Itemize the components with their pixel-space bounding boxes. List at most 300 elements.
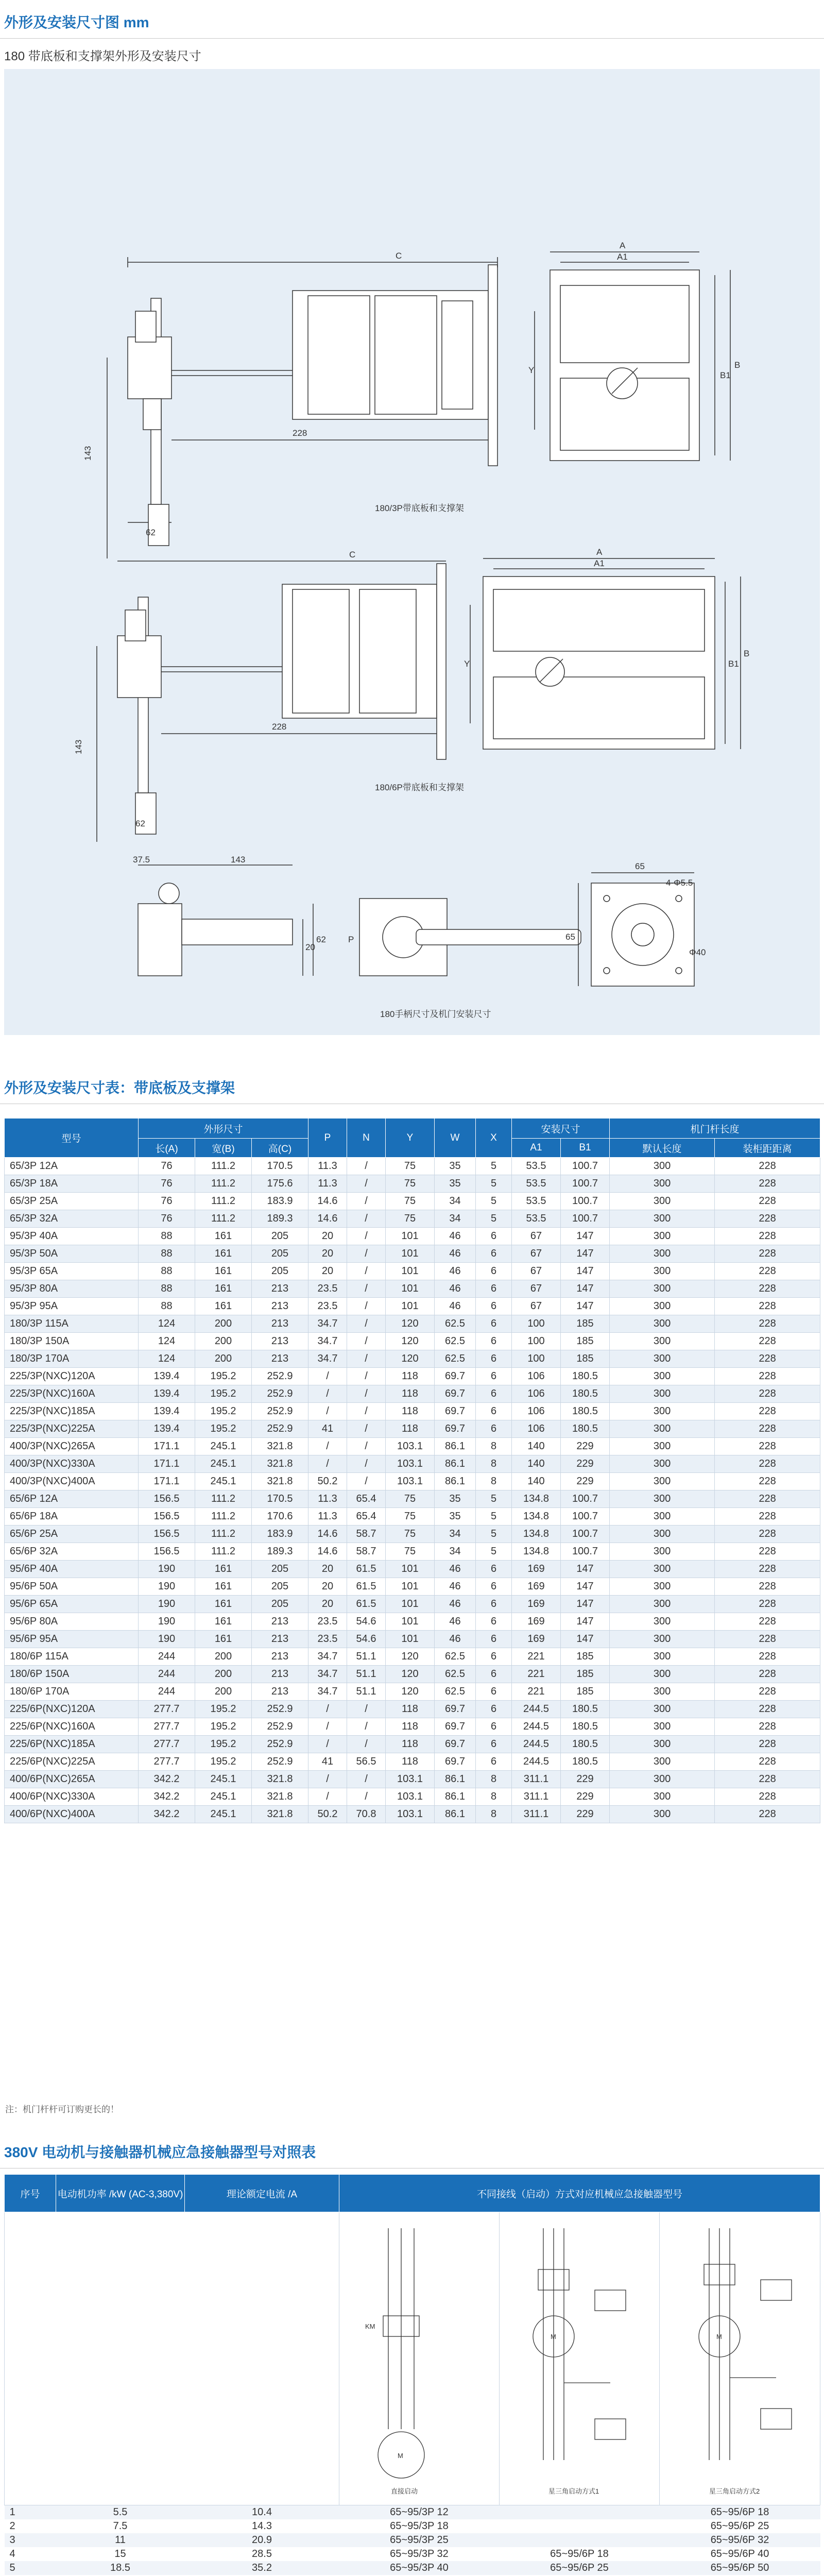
table-cell: 46	[435, 1263, 476, 1280]
table-cell: 300	[610, 1368, 715, 1385]
cell-model: 65/3P 32A	[5, 1210, 139, 1228]
table-cell: 35	[435, 1175, 476, 1193]
th-connection-types: 不同接线（启动）方式对应机械应急接触器型号	[339, 2175, 820, 2212]
table-cell: 300	[610, 1701, 715, 1718]
table-cell: 8	[476, 1806, 512, 1823]
table-cell: 50.2	[308, 1473, 347, 1490]
table-cell: 311.1	[512, 1806, 561, 1823]
cell-model: 65/6P 18A	[5, 1508, 139, 1526]
table-cell: 69.7	[435, 1753, 476, 1771]
table-cell: 300	[610, 1420, 715, 1438]
table-cell: 244.5	[512, 1736, 561, 1753]
cell-model: 65/3P 25A	[5, 1193, 139, 1210]
table-cell: 277.7	[139, 1701, 195, 1718]
table-row	[5, 2519, 820, 2533]
motor-contactor-section	[0, 2141, 824, 2573]
table-cell: 245.1	[195, 1455, 252, 1473]
table-cell: 14.6	[308, 1210, 347, 1228]
table-cell: 300	[610, 1613, 715, 1631]
table-cell: 200	[195, 1350, 252, 1368]
table-row	[5, 1438, 820, 1455]
fig1-caption: 180/3P带底板和支撑架	[375, 503, 464, 513]
table-cell: 75	[386, 1508, 435, 1526]
table-cell: 124	[139, 1315, 195, 1333]
table-cell: 134.8	[512, 1543, 561, 1561]
table-cell: 100.7	[561, 1210, 610, 1228]
cell-model: 225/3P(NXC)225A	[5, 1420, 139, 1438]
cell-model: 400/3P(NXC)330A	[5, 1455, 139, 1473]
table-cell: 6	[476, 1228, 512, 1245]
table-cell: 6	[476, 1631, 512, 1648]
table-cell: 34.7	[308, 1683, 347, 1701]
table-cell: 23.5	[308, 1631, 347, 1648]
table-cell: 103.1	[386, 1771, 435, 1788]
table-cell: 6	[476, 1420, 512, 1438]
table-cell: 6	[476, 1368, 512, 1385]
table-cell: 6	[476, 1666, 512, 1683]
table-cell: 5	[476, 1175, 512, 1193]
table-cell: 20.9	[185, 2533, 339, 2547]
table-cell: 213	[252, 1613, 308, 1631]
th-current: 理论额定电流 /A	[185, 2175, 339, 2212]
table-cell: 180.5	[561, 1385, 610, 1403]
table-cell: 171.1	[139, 1438, 195, 1455]
table-cell: 101	[386, 1298, 435, 1315]
table-cell: 75	[386, 1526, 435, 1543]
table-cell: 228	[715, 1701, 820, 1718]
table-cell: 252.9	[252, 1403, 308, 1420]
table-cell: /	[347, 1473, 386, 1490]
fig3-label-62: 62	[316, 935, 326, 944]
table-cell: 195.2	[195, 1368, 252, 1385]
table-cell: 252.9	[252, 1736, 308, 1753]
table-cell: 11	[56, 2533, 185, 2547]
table-cell: 229	[561, 1438, 610, 1455]
table-cell: 6	[476, 1753, 512, 1771]
table-cell: 161	[195, 1596, 252, 1613]
table-cell: 103.1	[386, 1806, 435, 1823]
motor-label: M	[398, 2452, 403, 2460]
table-cell: /	[347, 1403, 386, 1420]
table-cell: 35.2	[185, 2561, 339, 2575]
table-cell: 106	[512, 1368, 561, 1385]
table-cell: 34	[435, 1543, 476, 1561]
fig2-label-143: 143	[74, 739, 83, 754]
table-cell: /	[308, 1718, 347, 1736]
fig1-label-y: Y	[528, 365, 535, 375]
table-cell: 118	[386, 1403, 435, 1420]
table-cell: /	[308, 1788, 347, 1806]
table-cell: 205	[252, 1245, 308, 1263]
direct-start-diagram	[342, 2213, 496, 2501]
table-cell: 195.2	[195, 1718, 252, 1736]
table-cell: 300	[610, 1193, 715, 1210]
table-cell: 62.5	[435, 1683, 476, 1701]
table-cell: 228	[715, 1648, 820, 1666]
table-cell: 161	[195, 1631, 252, 1648]
table-row	[5, 1578, 820, 1596]
table-cell: 342.2	[139, 1788, 195, 1806]
table-row	[5, 1158, 820, 1175]
fig2-label-a: A	[596, 547, 603, 557]
table-cell: 100	[512, 1333, 561, 1350]
table-cell: 5	[476, 1193, 512, 1210]
table-cell: 88	[139, 1263, 195, 1280]
table-row	[5, 1350, 820, 1368]
table-cell: 156.5	[139, 1508, 195, 1526]
table-cell: 147	[561, 1578, 610, 1596]
table-cell: 228	[715, 1508, 820, 1526]
table-cell: 147	[561, 1631, 610, 1648]
fig1-label-62: 62	[146, 528, 156, 537]
table-cell: 229	[561, 1771, 610, 1788]
table-cell: 205	[252, 1561, 308, 1578]
table-cell: 62.5	[435, 1333, 476, 1350]
table-cell: 311.1	[512, 1771, 561, 1788]
table-cell: 245.1	[195, 1788, 252, 1806]
fig1-label-a1: A1	[617, 252, 628, 262]
table-cell: 169	[512, 1596, 561, 1613]
table-cell: 69.7	[435, 1718, 476, 1736]
table-cell: 86.1	[435, 1788, 476, 1806]
table-cell: /	[347, 1315, 386, 1333]
table-cell: 6	[476, 1736, 512, 1753]
motor-label: M	[716, 2333, 722, 2341]
table-cell: /	[347, 1333, 386, 1350]
fig2-top-view	[470, 558, 741, 749]
table-row	[5, 1473, 820, 1490]
cell-model: 400/6P(NXC)330A	[5, 1788, 139, 1806]
table-cell: 6	[476, 1385, 512, 1403]
fig3-label-65-top: 65	[635, 861, 645, 871]
table1-note: 注：机门杆杆可订购更长的！	[5, 2105, 119, 2114]
table-cell: 51.1	[347, 1648, 386, 1666]
cell-model: 180/6P 115A	[5, 1648, 139, 1666]
table-cell: 171.1	[139, 1473, 195, 1490]
table-cell: 34.7	[308, 1666, 347, 1683]
table-row	[5, 1701, 820, 1718]
table-cell: 228	[715, 1228, 820, 1245]
table-cell: 229	[561, 1806, 610, 1823]
table-cell: 61.5	[347, 1578, 386, 1596]
table-cell: 300	[610, 1561, 715, 1578]
table-cell: 169	[512, 1578, 561, 1596]
table-cell: 28.5	[252, 2548, 272, 2560]
table-row	[5, 1315, 820, 1333]
table-cell: /	[308, 1403, 347, 1420]
table-cell: 161	[195, 1578, 252, 1596]
table-cell: 213	[252, 1315, 308, 1333]
table-cell: 228	[715, 1473, 820, 1490]
table-cell: 75	[386, 1193, 435, 1210]
table-cell: 62.5	[435, 1315, 476, 1333]
table-cell: 300	[610, 1210, 715, 1228]
table-cell: 228	[715, 1298, 820, 1315]
table-cell: 46	[435, 1561, 476, 1578]
table-cell: 169	[512, 1561, 561, 1578]
table-cell: 46	[435, 1298, 476, 1315]
wiring-diagram-star-delta-1	[500, 2212, 660, 2505]
table-cell: 120	[386, 1333, 435, 1350]
table-cell: /	[347, 1350, 386, 1368]
table-cell: 118	[386, 1736, 435, 1753]
table-row	[5, 2547, 820, 2561]
table-cell: 228	[715, 1420, 820, 1438]
table-cell: /	[347, 1771, 386, 1788]
table-cell: 189.3	[252, 1543, 308, 1561]
table-cell: 147	[561, 1561, 610, 1578]
table-cell: 103.1	[386, 1788, 435, 1806]
table-cell: 67	[512, 1245, 561, 1263]
table-cell: 20	[308, 1596, 347, 1613]
table-row	[5, 1228, 820, 1245]
th-p: P	[308, 1118, 347, 1158]
table-cell: 190	[139, 1578, 195, 1596]
table-cell: 3	[5, 2533, 56, 2547]
table-row	[5, 1455, 820, 1473]
table-cell: 69.7	[435, 1736, 476, 1753]
table-cell: 300	[610, 1385, 715, 1403]
table-cell: 221	[512, 1683, 561, 1701]
km-label: KM	[365, 2323, 375, 2330]
fig2-label-228: 228	[272, 722, 287, 732]
cell-model: 225/6P(NXC)185A	[5, 1736, 139, 1753]
table-cell: 229	[561, 1473, 610, 1490]
motor-contactor-body	[5, 2212, 820, 2576]
table-cell: 321.8	[252, 1788, 308, 1806]
table-cell: 205	[252, 1228, 308, 1245]
table-cell: 5	[476, 1490, 512, 1508]
table-cell: 5	[476, 1526, 512, 1543]
table-cell: 46	[435, 1280, 476, 1298]
star-delta-1-diagram	[502, 2213, 657, 2501]
table-cell: 244.5	[512, 1753, 561, 1771]
table-cell: /	[347, 1158, 386, 1175]
table-cell: 120	[386, 1666, 435, 1683]
table-cell: 34.7	[308, 1333, 347, 1350]
fig3-label-phi55: 4-Φ5.5	[666, 878, 693, 888]
table-cell: 300	[610, 1648, 715, 1666]
cell-model: 180/3P 115A	[5, 1315, 139, 1333]
table-cell: 5	[5, 2561, 56, 2575]
cell-model: 225/6P(NXC)120A	[5, 1701, 139, 1718]
table-cell: 120	[386, 1315, 435, 1333]
table-cell: 205	[252, 1596, 308, 1613]
table-cell: 190	[139, 1613, 195, 1631]
table-cell: 5	[476, 1543, 512, 1561]
table-cell: 6	[476, 1648, 512, 1666]
table-cell: 124	[139, 1350, 195, 1368]
table-cell: 300	[610, 1158, 715, 1175]
table-cell: 228	[715, 1490, 820, 1508]
table-cell: 228	[715, 1350, 820, 1368]
star-delta-1-caption: 星三角启动方式1	[548, 2487, 599, 2495]
table-cell: /	[308, 1455, 347, 1473]
table-cell: 100.7	[561, 1526, 610, 1543]
table-cell: 7.5	[113, 2520, 128, 2532]
table-cell: 228	[715, 1175, 820, 1193]
table-cell: 195.2	[195, 1420, 252, 1438]
table-cell: 101	[386, 1263, 435, 1280]
table-cell: 321.8	[252, 1438, 308, 1455]
table-cell: 76	[139, 1193, 195, 1210]
table-cell: 15	[114, 2548, 126, 2560]
table-cell: 300	[610, 1263, 715, 1280]
table-cell: /	[347, 1245, 386, 1263]
table-row	[5, 1613, 820, 1631]
table-cell: 50.2	[308, 1806, 347, 1823]
table-cell: /	[308, 1385, 347, 1403]
table-cell: 221	[512, 1648, 561, 1666]
table-row	[5, 1298, 820, 1315]
table-cell: /	[308, 1368, 347, 1385]
table-cell: 175.6	[252, 1175, 308, 1193]
table-cell: 100.7	[561, 1490, 610, 1508]
table-cell: 65~95/6P 18	[550, 2548, 609, 2560]
table-cell: 86.1	[435, 1455, 476, 1473]
table-cell: 170.6	[252, 1508, 308, 1526]
table-cell: 300	[610, 1298, 715, 1315]
table-cell: 46	[435, 1631, 476, 1648]
table-row	[5, 1385, 820, 1403]
dimension-figure-panel	[4, 69, 820, 1035]
table-cell: 53.5	[512, 1175, 561, 1193]
table-cell: 228	[715, 1736, 820, 1753]
table-cell: /	[347, 1368, 386, 1385]
table-cell: 8	[476, 1473, 512, 1490]
table-cell: 88	[139, 1280, 195, 1298]
table-row	[5, 1193, 820, 1210]
table-cell: 228	[715, 1403, 820, 1420]
th-power: 电动机功率 /kW (AC-3,380V)	[56, 2175, 185, 2212]
table-cell: 103.1	[386, 1438, 435, 1455]
table-cell: 118	[386, 1368, 435, 1385]
table-cell: 213	[252, 1683, 308, 1701]
table-cell: 185	[561, 1333, 610, 1350]
table-cell: 46	[435, 1596, 476, 1613]
table-cell: 88	[139, 1228, 195, 1245]
fig3-label-20: 20	[305, 942, 315, 952]
cell-model: 95/6P 40A	[5, 1561, 139, 1578]
table-cell: 228	[715, 1315, 820, 1333]
table-cell: 101	[386, 1561, 435, 1578]
table-cell: 6	[476, 1701, 512, 1718]
fig3-label-phi40: Φ40	[689, 947, 706, 957]
table-cell: 111.2	[195, 1158, 252, 1175]
th-x: X	[476, 1118, 512, 1158]
table-cell: 156.5	[139, 1526, 195, 1543]
table-cell: /	[347, 1788, 386, 1806]
table-cell: 213	[252, 1333, 308, 1350]
table-row	[5, 1490, 820, 1508]
table-row	[5, 1806, 820, 1823]
table-cell: 101	[386, 1578, 435, 1596]
table-cell: /	[308, 1438, 347, 1455]
table-row	[5, 1210, 820, 1228]
table-cell: 61.5	[347, 1561, 386, 1578]
fig1-label-228: 228	[293, 428, 307, 438]
table-cell: 140	[512, 1473, 561, 1490]
table-cell: 86.1	[435, 1473, 476, 1490]
th-w: W	[435, 1118, 476, 1158]
table-row	[5, 1403, 820, 1420]
table-cell: 111.2	[195, 1175, 252, 1193]
table-row	[5, 1683, 820, 1701]
table-cell: 161	[195, 1280, 252, 1298]
fig1-label-143: 143	[83, 446, 93, 461]
table-cell: 228	[715, 1631, 820, 1648]
table-cell: 200	[195, 1648, 252, 1666]
table-cell: 120	[386, 1648, 435, 1666]
table-cell: 228	[715, 1280, 820, 1298]
cell-model: 95/3P 50A	[5, 1245, 139, 1263]
table-row	[5, 1631, 820, 1648]
wiring-diagram-direct	[339, 2212, 500, 2505]
table-cell: 228	[715, 1683, 820, 1701]
table-cell: 41	[308, 1420, 347, 1438]
th-b1: B1	[561, 1139, 610, 1158]
table-cell: 35	[435, 1508, 476, 1526]
table-cell: 20	[308, 1263, 347, 1280]
table-cell: 228	[715, 1578, 820, 1596]
fig2-label-c: C	[349, 550, 356, 560]
table-cell: 23.5	[308, 1613, 347, 1631]
table-cell: 75	[386, 1158, 435, 1175]
outline-dimension-section	[0, 0, 824, 1035]
table-cell: 65~95/6P 40	[710, 2548, 769, 2560]
table-cell: 170.5	[252, 1158, 308, 1175]
table-cell: 170.5	[252, 1490, 308, 1508]
table-row	[5, 1526, 820, 1543]
table-cell: 103.1	[386, 1455, 435, 1473]
table-cell: 111.2	[195, 1210, 252, 1228]
table-cell: 229	[561, 1455, 610, 1473]
table-cell: 228	[715, 1806, 820, 1823]
table-cell: 8	[476, 1788, 512, 1806]
table-cell: 65~95/3P 18	[390, 2520, 449, 2532]
table-row	[5, 1753, 820, 1771]
cell-model: 95/6P 65A	[5, 1596, 139, 1613]
table-cell: 245.1	[195, 1771, 252, 1788]
table-cell: 111.2	[195, 1526, 252, 1543]
table-cell: 10.4	[185, 2505, 339, 2520]
table-cell: 6	[476, 1263, 512, 1280]
fig2-label-y: Y	[464, 659, 470, 669]
table-row	[5, 1771, 820, 1788]
table-row	[5, 2561, 820, 2575]
table-cell: 200	[195, 1666, 252, 1683]
direct-start-caption: 直接启动	[391, 2487, 418, 2495]
table-cell: 8	[476, 1771, 512, 1788]
cell-model: 95/3P 40A	[5, 1228, 139, 1245]
table-cell: 161	[195, 1263, 252, 1280]
fig3-label-375: 37.5	[133, 855, 150, 865]
table-cell: 11.3	[308, 1158, 347, 1175]
table-cell: 183.9	[252, 1526, 308, 1543]
table-cell: 4	[9, 2548, 15, 2560]
table-cell	[500, 2533, 660, 2547]
table-cell: 46	[435, 1578, 476, 1596]
fig3-label-65-side: 65	[565, 932, 575, 942]
table-cell: 277.7	[139, 1718, 195, 1736]
table-cell: 23.5	[308, 1298, 347, 1315]
table-cell: 65~95/3P 40	[339, 2561, 500, 2575]
table-cell: 101	[386, 1280, 435, 1298]
cell-model: 95/3P 65A	[5, 1263, 139, 1280]
table-cell: 8	[476, 1438, 512, 1455]
table-cell: 101	[386, 1613, 435, 1631]
table-cell: 76	[139, 1210, 195, 1228]
